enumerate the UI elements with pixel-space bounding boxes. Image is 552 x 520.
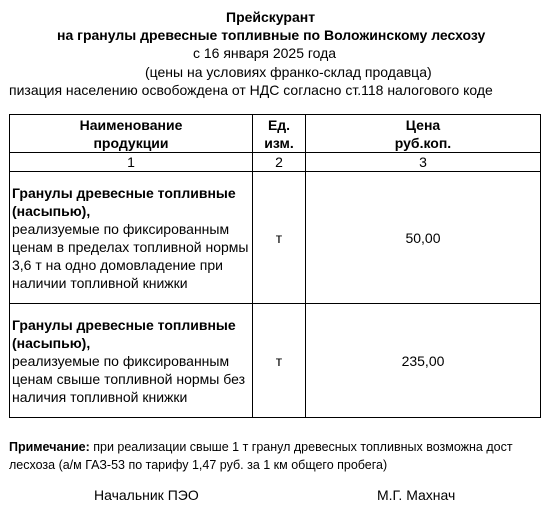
product-name-cell xyxy=(10,172,253,304)
column-number-row xyxy=(10,153,541,172)
table-header-row xyxy=(10,115,541,153)
note-label: Примечание: xyxy=(9,440,90,454)
header-unit: Ед. изм. xyxy=(253,115,306,153)
document-title: Прейскурант xyxy=(226,9,316,25)
document-subtitle: на гранулы древесные топливные по Воложинскому лесхозу xyxy=(57,27,486,43)
product-description: реализуемые по фиксированным ценам в пределах топливной нормы 3,6 т на одно домовладение при наличии топливной книжки xyxy=(12,220,249,291)
header-product-name: Наименование продукции xyxy=(10,115,253,153)
signer-position: Начальник ПЭО xyxy=(94,487,199,503)
product-name-bold: Гранулы древесные топливные (насыпью), xyxy=(12,316,236,351)
price-cell: 50,00 xyxy=(306,172,541,304)
product-description: реализуемые по фиксированным ценам свыше топливной нормы без наличия топливной книжки xyxy=(12,352,246,405)
table-row xyxy=(10,304,541,418)
column-number: 3 xyxy=(306,153,541,172)
header-price: Цена руб.коп. xyxy=(306,115,541,153)
column-number: 1 xyxy=(10,153,253,172)
note-block xyxy=(9,438,513,474)
delivery-terms: (цены на условиях франко-склад продавца) xyxy=(145,64,432,80)
table-row xyxy=(10,172,541,304)
effective-date: с 16 января 2025 года xyxy=(193,45,337,61)
price-table xyxy=(9,114,541,418)
unit-cell: т xyxy=(253,304,306,418)
signer-name: М.Г. Махнач xyxy=(377,487,456,503)
column-number: 2 xyxy=(253,153,306,172)
unit-cell: т xyxy=(253,172,306,304)
product-name-cell xyxy=(10,304,253,418)
product-name-bold: Гранулы древесные топливные (насыпью), xyxy=(12,184,236,219)
note-text-line2: лесхоза (а/м ГАЗ-53 по тарифу 1,47 руб. за 1 км общего пробега) xyxy=(9,458,388,472)
vat-note: пизация населению освобождена от НДС согласно ст.118 налогового коде xyxy=(9,82,493,98)
note-text-line1: при реализации свыше 1 т гранул древесных топливных возможна дост xyxy=(89,440,513,454)
price-cell: 235,00 xyxy=(306,304,541,418)
